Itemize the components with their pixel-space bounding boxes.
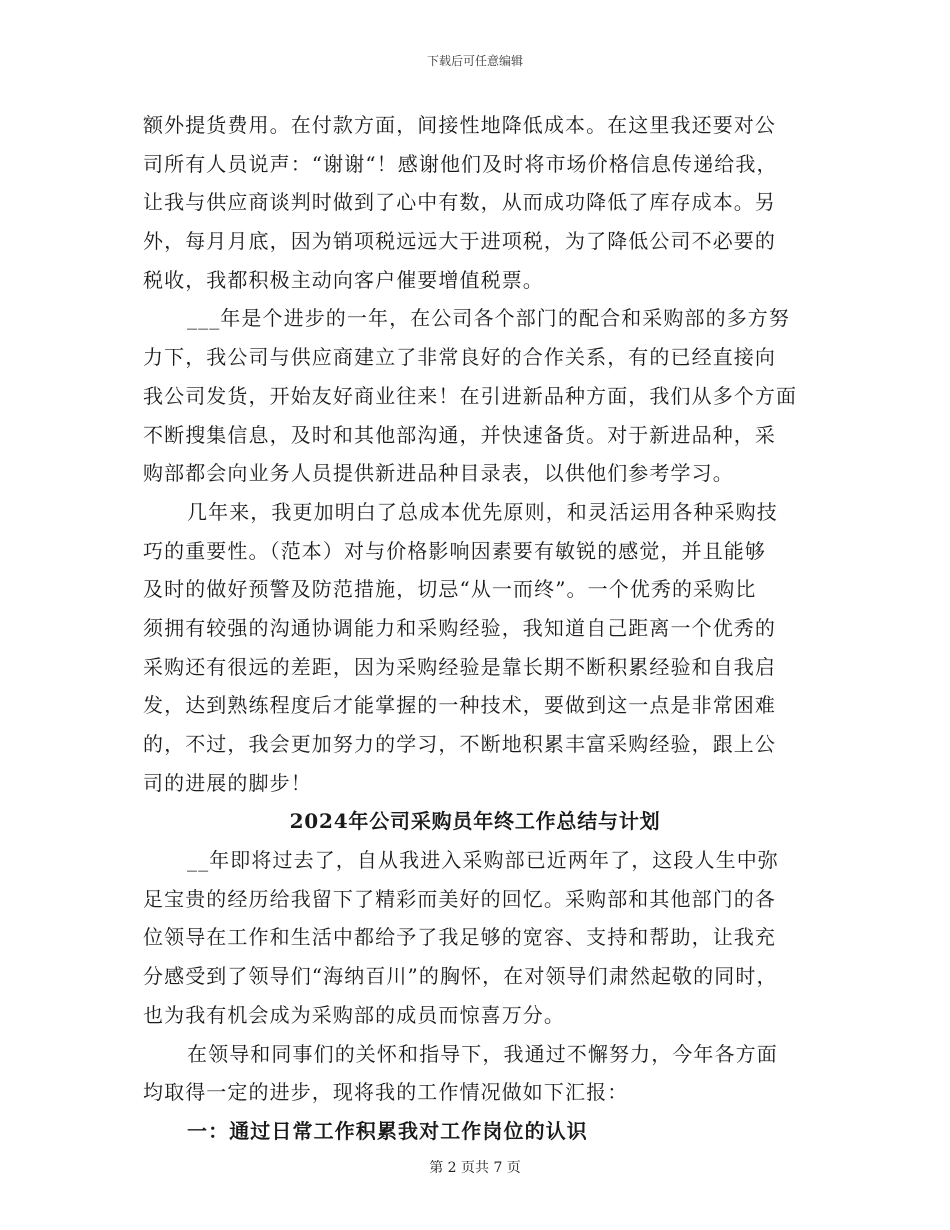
- paragraph-line: 不断搜集信息，及时和其他部沟通，并快速备货。对于新进品种，采: [143, 422, 776, 447]
- paragraph-line: 力下，我公司与供应商建立了非常良好的合作关系，有的已经直接向: [143, 345, 776, 370]
- page-header: 下载后可任意编辑: [426, 54, 523, 68]
- paragraph-line: 让我与供应商谈判时做到了心中有数，从而成功降低了库存成本。另: [143, 190, 776, 215]
- paragraph-line: 额外提货费用。在付款方面，间接性地降低成本。在这里我还要对公: [143, 113, 776, 137]
- paragraph-line: 税收，我都积极主动向客户催要增值税票。: [143, 267, 544, 292]
- paragraph-line: 巧的重要性。（范本）对与价格影响因素要有敏锐的感觉，并且能够: [143, 538, 766, 563]
- paragraph-line: 外，每月月底，因为销项税远远大于进项税，为了降低公司不必要的: [143, 229, 776, 254]
- page-number-footer: 第 2 页共 7 页: [429, 1160, 521, 1176]
- paragraph-line: 的，不过，我会更加努力的学习，不断地积累丰富采购经验，跟上公: [143, 732, 776, 756]
- paragraph-line: 均取得一定的进步，现将我的工作情况做如下汇报：: [143, 1080, 629, 1105]
- paragraph-line: 司的进展的脚步！: [143, 770, 312, 795]
- paragraph-line: 分感受到了领导们“海纳百川”的胸怀，在对领导们肃然起敬的同时，: [143, 964, 778, 989]
- paragraph-line: 采购还有很远的差距，因为采购经验是靠长期不断积累经验和自我启: [143, 654, 776, 679]
- paragraph-line: 发，达到熟练程度后才能掌握的一种技术，要做到这一点是非常困难: [143, 693, 776, 718]
- document-body: [143, 106, 807, 1151]
- paragraph-line: 几年来，我更加明白了总成本优先原则，和灵活运用各种采购技: [187, 499, 778, 524]
- subsection-heading: 一：通过日常工作积累我对工作岗位的认识: [187, 1118, 588, 1143]
- paragraph-line: 在领导和同事们的关怀和指导下，我通过不懈努力，今年各方面: [187, 1041, 778, 1066]
- section-title: 2024年公司采购员年终工作总结与计划: [289, 809, 661, 834]
- paragraph-line: 须拥有较强的沟通协调能力和采购经验，我知道自己距离一个优秀的: [143, 615, 776, 640]
- paragraph-line: ___年是个进步的一年，在公司各个部门的配合和采购部的多方努: [187, 306, 790, 331]
- paragraph-line: 足宝贵的经历给我留下了精彩而美好的回忆。采购部和其他部门的各: [143, 886, 776, 911]
- paragraph-line: __年即将过去了，自从我进入采购部已近两年了，这段人生中弥: [187, 848, 779, 873]
- paragraph-line: 位领导在工作和生活中都给予了我足够的宽容、支持和帮助，让我充: [143, 925, 776, 950]
- paragraph-line: 购部都会向业务人员提供新进品种目录表，以供他们参考学习。: [143, 461, 734, 486]
- paragraph-line: 也为我有机会成为采购部的成员而惊喜万分。: [143, 1002, 565, 1027]
- paragraph-line: 我公司发货，开始友好商业往来！在引进新品种方面，我们从多个方面: [143, 383, 798, 408]
- paragraph-line: 司所有人员说声：“谢谢“！感谢他们及时将市场价格信息传递给我，: [143, 151, 778, 176]
- paragraph-line: 及时的做好预警及防范措施，切忌“从一而终”。一个优秀的采购比: [143, 577, 757, 602]
